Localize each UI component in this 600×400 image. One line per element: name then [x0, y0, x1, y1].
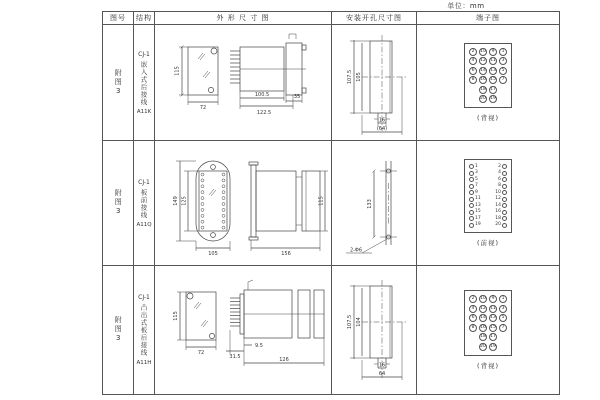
terminal-circle: 15: [489, 76, 497, 84]
terminal-circle: 2: [469, 295, 477, 303]
terminal-circle: 5: [499, 314, 507, 322]
terminal-row: [469, 210, 507, 215]
terminal-circle: 16: [479, 76, 487, 84]
dim-front-inner-height: 125: [181, 195, 187, 206]
terminal-circle: 7: [499, 324, 507, 332]
terminal-circle: 3: [499, 57, 507, 65]
terminal-circle: 12: [479, 305, 487, 313]
terminal-circle: [502, 184, 507, 189]
terminal-row: [479, 95, 497, 103]
terminal-circle: 15: [489, 324, 497, 332]
terminal-circle: 17: [489, 86, 497, 94]
dim-front-width: 105: [207, 250, 218, 257]
view-label: (背视): [476, 361, 500, 370]
terminal-circle: [469, 216, 474, 221]
terminal-row: [469, 324, 507, 332]
terminal-number: 4: [498, 170, 501, 175]
drawing-table: [102, 11, 560, 395]
outline-drawing-a11q: [156, 143, 331, 264]
terminal-row: [469, 223, 507, 228]
terminal-circle: [469, 190, 474, 195]
row3-terminal-cell: [417, 266, 559, 394]
terminal-row: [469, 177, 507, 182]
figure-number: 附图3: [114, 316, 123, 344]
dim-slot-width: 16: [378, 362, 386, 369]
terminal-row: [469, 164, 507, 169]
mounting-drawing-a11q: [332, 143, 416, 264]
model-name: CJ-1: [138, 50, 150, 58]
dim-inner-height: 105: [356, 71, 362, 82]
terminal-number: 11: [475, 196, 481, 201]
terminal-row: [469, 197, 507, 202]
view-label: (前视): [476, 238, 500, 247]
dim-total-length: 126: [278, 357, 289, 363]
terminal-circle: 1: [499, 295, 507, 303]
terminal-circle: 14: [479, 67, 487, 75]
terminal-row: [479, 343, 497, 351]
row3-figure-cell: [103, 266, 134, 394]
terminal-number: 19: [475, 222, 481, 227]
terminal-circle: 9: [489, 48, 497, 56]
dim-front-width: 72: [199, 104, 206, 111]
model-code: A11H: [136, 359, 152, 366]
terminal-row: [469, 57, 507, 65]
terminal-circle: 19: [489, 95, 497, 103]
model-name: CJ-1: [138, 178, 150, 186]
outline-drawing-a11h: [156, 268, 331, 392]
terminal-diagram-a11k: [464, 43, 512, 123]
terminal-circle: [469, 210, 474, 215]
terminal-circle: [469, 164, 474, 169]
terminal-number: 14: [495, 202, 501, 208]
terminal-circle: 9: [489, 295, 497, 303]
terminal-circle: 8: [469, 76, 477, 84]
terminal-circle: [502, 210, 507, 215]
terminal-circle: 17: [489, 333, 497, 341]
terminal-circle: 4: [469, 305, 477, 313]
terminal-row: [479, 86, 497, 94]
dim-front-width: 72: [197, 350, 204, 356]
outline-drawing-a11k: [156, 27, 331, 139]
header-mounting: 安装开孔尺寸图: [332, 12, 417, 25]
terminal-circle: 19: [489, 343, 497, 351]
terminal-circle: [469, 197, 474, 202]
dim-front-height: 115: [172, 311, 179, 321]
terminal-circle: 11: [489, 57, 497, 65]
terminal-row: [469, 48, 507, 56]
figure-number: 附图3: [114, 68, 123, 97]
terminal-block: [464, 43, 512, 109]
dim-overall-width: (64): [376, 125, 388, 132]
terminal-number: 1: [475, 163, 478, 169]
terminal-row: [469, 171, 507, 176]
terminal-diagram-a11h: [464, 290, 512, 370]
terminal-circle: 20: [479, 343, 487, 351]
terminal-row: [469, 184, 507, 189]
dim-pin-zone: 31.5: [228, 354, 241, 360]
terminal-row: [469, 216, 507, 221]
dim-overall-width: 64: [378, 371, 386, 377]
terminal-circle: 13: [489, 314, 497, 322]
dim-hole-pitch: 133: [367, 198, 373, 209]
mounting-drawing-a11h: [332, 268, 416, 392]
dim-front-height: 115: [174, 65, 180, 76]
terminal-number: 3: [475, 170, 478, 175]
terminal-circle: [469, 177, 474, 182]
terminal-circle: [502, 164, 507, 169]
terminal-number: 8: [498, 183, 501, 188]
terminal-circle: 8: [469, 324, 477, 332]
terminal-number: 5: [475, 176, 478, 182]
header-figure: 图号: [103, 12, 134, 25]
row1-outline-cell: [155, 25, 332, 141]
dim-front-outer-height: 149: [172, 195, 179, 206]
row3-structure-cell: [134, 266, 155, 394]
row2-mounting-cell: [332, 141, 417, 266]
terminal-circle: 16: [479, 324, 487, 332]
row3-mounting-cell: [332, 266, 417, 394]
terminal-circle: 7: [499, 76, 507, 84]
dim-pin-length: 9.5: [254, 343, 263, 349]
row1-terminal-cell: [417, 25, 559, 141]
header-terminal: 端子图: [417, 12, 559, 25]
dim-slot-width: 16: [378, 117, 386, 123]
terminal-number: 18: [495, 215, 501, 221]
terminal-circle: [469, 171, 474, 176]
row2-figure-cell: [103, 141, 134, 266]
terminal-row: [469, 203, 507, 208]
structure-desc: 凸出式板后接线: [139, 304, 148, 357]
terminal-circle: 10: [479, 295, 487, 303]
unit-label: 单位：mm: [447, 2, 485, 10]
row1-mounting-cell: [332, 25, 417, 141]
dim-outer-height: 107.5: [347, 314, 353, 330]
terminal-circle: 13: [489, 67, 497, 75]
row2-terminal-cell: [417, 141, 559, 266]
terminal-circle: 14: [479, 314, 487, 322]
terminal-circle: 1: [499, 48, 507, 56]
row2-structure-cell: [134, 141, 155, 266]
terminal-number: 17: [475, 215, 481, 221]
dim-flange: 35: [293, 93, 300, 100]
terminal-number: 6: [498, 176, 501, 182]
terminal-circle: 4: [469, 57, 477, 65]
terminal-number: 13: [475, 202, 481, 208]
figure-number: 附图3: [114, 189, 123, 217]
terminal-row: [469, 67, 507, 75]
dim-side-length: 156: [280, 250, 291, 257]
row1-figure-cell: [103, 25, 134, 141]
terminal-circle: 10: [479, 48, 487, 56]
terminal-circle: 18: [479, 86, 487, 94]
terminal-row: [469, 76, 507, 84]
terminal-circle: 6: [469, 67, 477, 75]
terminal-row: [469, 295, 507, 303]
terminal-number: 12: [495, 196, 501, 201]
terminal-circle: [502, 197, 507, 202]
terminal-circle: 3: [499, 305, 507, 313]
terminal-number: 15: [475, 209, 481, 214]
terminal-circle: [502, 171, 507, 176]
terminal-circle: 12: [479, 57, 487, 65]
terminal-circle: 11: [489, 305, 497, 313]
terminal-row: [469, 190, 507, 195]
structure-desc: 板前接线: [139, 188, 148, 219]
dim-inner-height: 104: [356, 317, 362, 327]
terminal-block: [464, 159, 512, 233]
terminal-block: [464, 290, 512, 356]
terminal-circle: [502, 177, 507, 182]
terminal-circle: 6: [469, 314, 477, 322]
terminal-circle: 5: [499, 67, 507, 75]
header-structure: 结构: [134, 12, 155, 25]
view-label: (背视): [476, 114, 500, 123]
terminal-circle: [469, 223, 474, 228]
terminal-number: 16: [495, 209, 501, 214]
terminal-circle: [469, 184, 474, 189]
row3-outline-cell: [155, 266, 332, 394]
row1-structure-cell: [134, 25, 155, 141]
row2-outline-cell: [155, 141, 332, 266]
terminal-row: [479, 333, 497, 341]
terminal-circle: 20: [479, 95, 487, 103]
terminal-circle: [469, 203, 474, 208]
terminal-circle: [502, 190, 507, 195]
terminal-circle: [502, 223, 507, 228]
structure-desc: 嵌入式后接线: [139, 60, 148, 106]
dim-side-height: 115: [318, 195, 324, 206]
terminal-circle: [502, 203, 507, 208]
terminal-circle: 2: [469, 48, 477, 56]
terminal-number: 9: [475, 189, 478, 195]
terminal-diagram-a11q: [464, 159, 512, 247]
terminal-row: [469, 305, 507, 313]
model-code: A11K: [136, 108, 152, 115]
terminal-number: 2: [498, 163, 501, 169]
terminal-number: 10: [495, 189, 501, 195]
terminal-circle: 18: [479, 333, 487, 341]
dim-holes: 2-Φ6: [349, 247, 363, 253]
terminal-number: 20: [495, 222, 501, 227]
model-code: A11Q: [136, 221, 152, 228]
terminal-number: 7: [475, 183, 478, 188]
model-name: CJ-1: [138, 294, 150, 302]
terminal-row: [469, 314, 507, 322]
header-outline: 外 形 尺 寸 图: [155, 12, 332, 25]
dim-outer-height: 107.5: [347, 69, 353, 84]
dim-body-length: 100.5: [254, 91, 269, 98]
mounting-drawing-a11k: [332, 27, 416, 139]
terminal-circle: [502, 216, 507, 221]
dim-total-length: 122.5: [256, 109, 271, 116]
